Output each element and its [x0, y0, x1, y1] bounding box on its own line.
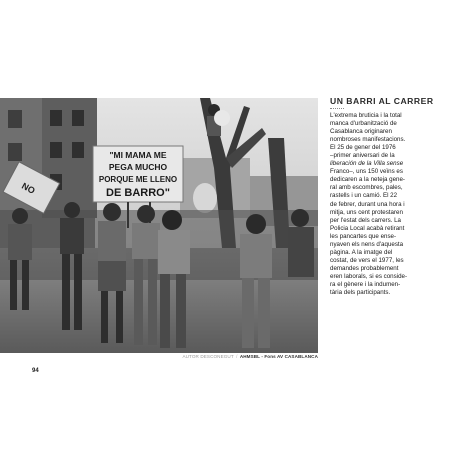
body-line: les pancartes que ense- — [330, 232, 397, 240]
main-sign-line-2: PEGA MUCHO — [108, 162, 168, 172]
body-line: El 25 de gener del 1976 — [330, 144, 396, 152]
title-divider — [330, 108, 344, 109]
body-line: mitja, uns cent protestaren — [330, 208, 403, 216]
body-line: nombroses manifestacions. — [330, 136, 406, 144]
body-line: ra el gènere i la indumen- — [330, 280, 401, 288]
body-line: rastells i un camió. El 22 — [330, 192, 398, 200]
body-line: Casablanca originaren — [330, 128, 392, 136]
body-line: per l'estat dels carrers. La — [330, 216, 401, 224]
main-sign-line-3: PORQUE ME LLENO — [98, 175, 178, 184]
photo-illustration — [0, 98, 318, 353]
page-number: 94 — [32, 368, 39, 374]
sidebar-title: UN BARRI AL CARRER — [330, 96, 434, 106]
body-line: Franco–, uns 150 veïns es — [330, 168, 403, 176]
caption-credit: AHMSBL - Fons AV CASABLANCA — [239, 354, 318, 359]
main-sign-line-1: "MI MAMA ME — [109, 150, 167, 160]
body-line: costat, de vers el 1977, les — [330, 256, 404, 264]
body-line: –primer aniversari de la — [330, 152, 395, 160]
body-line: de febrer, durant una hora i — [330, 200, 405, 208]
body-line: L'extrema bruticia i la total — [330, 112, 402, 119]
body-line: nyaven els nens d'aquesta — [330, 240, 404, 248]
body-line: manca d'urbanització de — [330, 120, 397, 128]
body-line: demandes probablement — [330, 264, 399, 272]
main-sign-line-4: DE BARRO" — [106, 187, 170, 199]
body-line: liberación de la Villa sense — [330, 160, 404, 168]
archival-photograph — [0, 98, 318, 353]
caption-author: AUTOR DESCONEGUT — [182, 354, 234, 359]
caption-separator: / — [236, 354, 238, 359]
body-line: Policia Local acabà retirant — [330, 224, 405, 232]
photo-caption — [0, 354, 318, 359]
sidebar-text-column — [330, 96, 442, 297]
sidebar-body — [330, 112, 442, 297]
body-line: pàgina. A la imatge del — [330, 248, 393, 256]
body-line: tària dels participants. — [330, 289, 391, 297]
body-line: ral amb escombres, pales, — [330, 184, 403, 192]
body-line: eren laborals, si es conside- — [330, 272, 408, 280]
left-sign-text: NO — [20, 180, 37, 196]
body-line: dedicaren a la neteja gene- — [330, 176, 405, 184]
